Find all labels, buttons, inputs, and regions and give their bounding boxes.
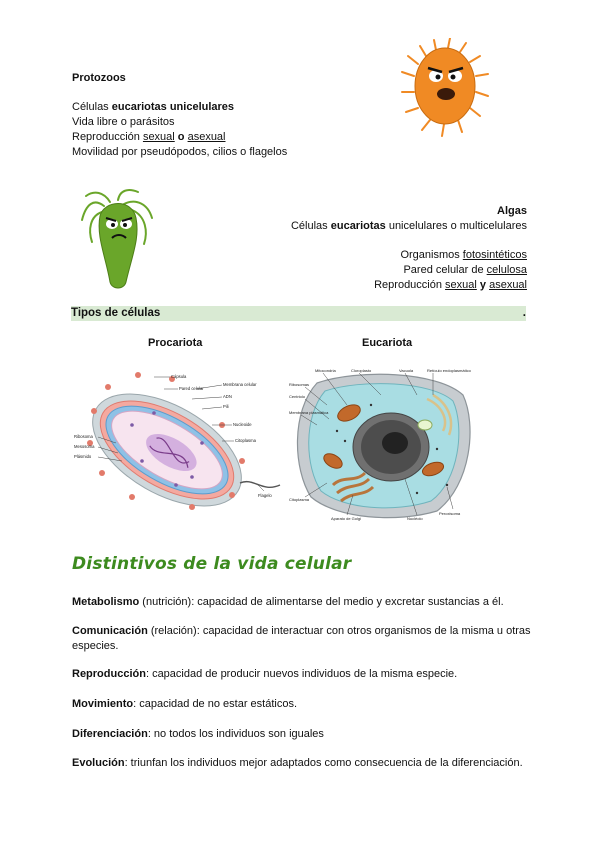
protozoos-title: Protozoos bbox=[72, 72, 126, 84]
label-capsula: Cápsula bbox=[171, 374, 187, 379]
procariota-diagram bbox=[72, 365, 282, 523]
feature-evolucion: Evolución: triunfan los individuos mejor adaptados como consecuencia de la diferenciación. bbox=[72, 757, 523, 769]
eucariota-diagram bbox=[287, 365, 479, 523]
label-peroxisoma: Peroxisoma bbox=[439, 511, 461, 516]
algas-line-1: Células eucariotas unicelulares o multicelulares bbox=[290, 220, 527, 232]
label-pared: Pared celular bbox=[179, 386, 204, 391]
label-golgi: Aparato de Golgi bbox=[331, 516, 362, 521]
label-pili: Pili bbox=[223, 404, 229, 409]
section-title: Distintivos de la vida celular bbox=[72, 554, 352, 574]
tipos-title: Tipos de células bbox=[71, 307, 161, 319]
label-mesosoma: Mesosoma bbox=[74, 444, 95, 449]
feature-metabolismo: Metabolismo (nutrición): capacidad de alimentarse del medio y excretar sustancias a él. bbox=[72, 596, 504, 608]
orange-microbe-illustration bbox=[396, 38, 496, 138]
label-citoplasma: Citoplasma bbox=[235, 438, 256, 443]
protozoos-line-1: Células eucariotas unicelulares bbox=[72, 101, 235, 113]
algas-line-2: Organismos fotosintéticos bbox=[400, 249, 527, 261]
label-nucleoide: Nucleoide bbox=[233, 422, 252, 427]
label-adn: ADN bbox=[223, 394, 232, 399]
label-membrana-plasmatica: Membrana plasmática bbox=[289, 410, 329, 415]
feature-movimiento: Movimiento: capacidad de no estar estáticos. bbox=[72, 698, 298, 710]
protozoos-line-4: Movilidad por pseudópodos, cilios o flagelos bbox=[72, 146, 288, 158]
protozoos-line-3: Reproducción sexual o asexual bbox=[72, 131, 226, 143]
protozoos-line-2: Vida libre o parásitos bbox=[72, 116, 175, 128]
label-reticulo: Retículo endoplasmático bbox=[427, 368, 471, 373]
eucariota-heading: Eucariota bbox=[362, 337, 413, 349]
feature-diferenciacion: Diferenciación: no todos los individuos son iguales bbox=[72, 728, 324, 740]
algas-block bbox=[291, 204, 527, 293]
tipos-heading-bar bbox=[71, 306, 526, 321]
label-nucleolo: Nucléolo bbox=[407, 516, 423, 521]
feature-reproduccion: Reproducción: capacidad de producir nuevos individuos de la misma especie. bbox=[72, 668, 458, 680]
green-microbe-illustration bbox=[76, 186, 160, 294]
label-ribosoma: Ribosoma bbox=[74, 434, 93, 439]
tipos-dot: . bbox=[522, 307, 526, 319]
label-ribosomas: Ribosomas bbox=[289, 382, 310, 387]
label-cloroplasto: Cloroplasto bbox=[351, 368, 372, 373]
label-centriolo: Centriolo bbox=[289, 394, 306, 399]
label-flagelo: Flagelo bbox=[258, 493, 272, 498]
procariota-heading: Procariota bbox=[148, 337, 203, 349]
algas-line-3: Pared celular de celulosa bbox=[403, 264, 527, 276]
algas-line-4: Reproducción sexual y asexual bbox=[374, 279, 527, 291]
label-membrana: Membrana celular bbox=[223, 382, 257, 387]
protozoos-block bbox=[72, 71, 287, 160]
feature-comunicacion: Comunicación (relación): capacidad de interactuar con otros organismos de la misma u otras especies. bbox=[72, 625, 531, 652]
label-vacuola: Vacuola bbox=[399, 368, 414, 373]
algas-title: Algas bbox=[497, 205, 527, 217]
label-plasmido: Plásmido bbox=[74, 454, 92, 459]
label-citoplasma-euc: Citoplasma bbox=[289, 497, 310, 502]
label-mitocondria: Mitocondria bbox=[315, 368, 336, 373]
